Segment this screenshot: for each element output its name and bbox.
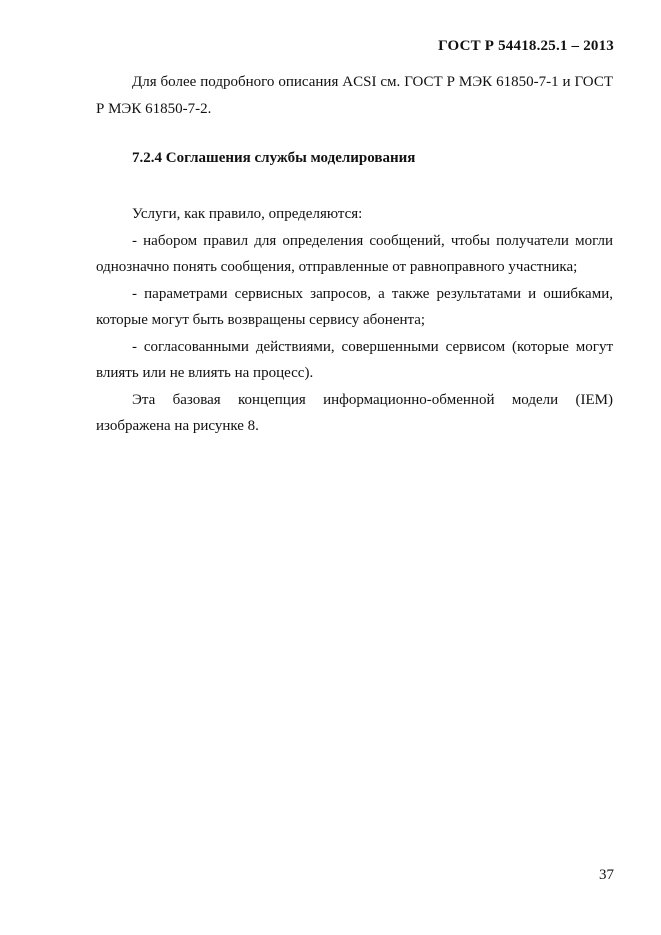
intro-block (96, 69, 613, 122)
intro-paragraph: Для более подробного описания ACSI см. ГОСТ Р МЭК 61850-7-1 и ГОСТ Р МЭК 61850-7-2. (96, 74, 613, 117)
section-heading: 7.2.4 Соглашения службы моделирования (132, 150, 416, 166)
list-item: - набором правил для определения сообщений, чтобы получатели могли однозначно понять сообщения, отправленные от равноправного участника; (96, 232, 613, 275)
page-number: 37 (599, 867, 614, 883)
closing-paragraph: Эта базовая концепция информационно-обменной модели (IEM) изображена на рисунке 8. (96, 391, 613, 434)
section-lead: Услуги, как правило, определяются: (132, 206, 363, 222)
section-body (96, 201, 613, 440)
list-item: - параметрами сервисных запросов, а также результатами и ошибками, которые могут быть возвращены сервису абонента; (96, 285, 613, 328)
list-item: - согласованными действиями, совершенными сервисом (которые могут влиять или не влиять на процесс). (96, 338, 613, 381)
document-header: ГОСТ Р 54418.25.1 – 2013 (438, 38, 614, 54)
